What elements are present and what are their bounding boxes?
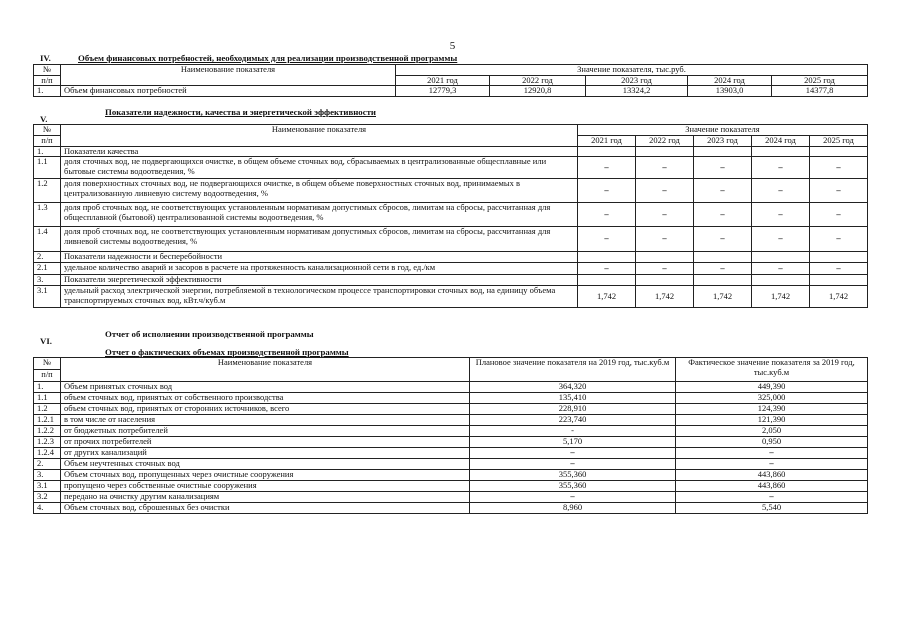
row-value: –: [578, 203, 636, 227]
row-name: Объем сточных вод, сброшенных без очистки: [61, 502, 470, 513]
row-value: –: [810, 227, 868, 252]
row-name: объем сточных вод, принятых от собственного производства: [61, 392, 470, 403]
row-number: 1.2: [34, 403, 61, 414]
row-plan: 5,170: [470, 436, 676, 447]
table-row: [34, 157, 868, 179]
header-pp: п/п: [34, 75, 61, 86]
header-indicator-name: Наименование показателя: [61, 125, 578, 147]
row-name: Объем финансовых потребностей: [61, 86, 396, 97]
row-value: –: [578, 179, 636, 203]
section-5-number: V.: [40, 114, 48, 124]
row-number: 1.3: [34, 203, 61, 227]
row-plan: –: [470, 447, 676, 458]
row-fact: 443,860: [676, 480, 868, 491]
row-value: 1,742: [752, 286, 810, 308]
header-indicator-name: Наименование показателя: [61, 65, 396, 86]
row-value: –: [636, 227, 694, 252]
table-row: [34, 382, 868, 393]
row-number: 2.: [34, 458, 61, 469]
year-header: 2021 год: [396, 75, 490, 86]
row-value: –: [752, 157, 810, 179]
row-number: 3.: [34, 275, 61, 286]
row-name: удельный расход электрической энергии, потребляемой в технологическом процессе транспортировки сточных вод, на единицу объема транспортируемых сточных вод, кВт.ч/куб.м: [61, 286, 578, 308]
year-header: 2022 год: [636, 135, 694, 146]
row-value: –: [810, 203, 868, 227]
row-plan: 228,910: [470, 403, 676, 414]
row-name: удельное количество аварий и засоров в расчете на протяженность канализационной сети в год, ед./км: [61, 263, 578, 275]
year-header: 2024 год: [688, 75, 772, 86]
row-number: 2.: [34, 252, 61, 263]
row-fact: 121,390: [676, 414, 868, 425]
header-pp: п/п: [34, 370, 61, 382]
table-row: [34, 447, 868, 458]
header-value: Значение показателя: [578, 125, 868, 136]
row-value: –: [694, 179, 752, 203]
row-fact: 443,860: [676, 469, 868, 480]
row-value: –: [578, 227, 636, 252]
row-plan: 364,320: [470, 382, 676, 393]
row-value: –: [636, 179, 694, 203]
row-plan: 355,360: [470, 480, 676, 491]
table-row: [34, 491, 868, 502]
row-number: 1.2.2: [34, 425, 61, 436]
row-fact: 5,540: [676, 502, 868, 513]
row-value: 1,742: [636, 286, 694, 308]
row-fact: 449,390: [676, 382, 868, 393]
year-header: 2025 год: [772, 75, 868, 86]
quality-indicators-table: [33, 124, 868, 308]
table-row: [34, 458, 868, 469]
financial-needs-table: [33, 64, 868, 97]
row-number: 4.: [34, 502, 61, 513]
row-plan: 8,960: [470, 502, 676, 513]
table-row: [34, 203, 868, 227]
table-row: [34, 227, 868, 252]
row-number: 3.1: [34, 286, 61, 308]
section-6-heading: Отчет об исполнении производственной программы: [105, 329, 314, 339]
row-plan: –: [470, 458, 676, 469]
table-row: [34, 263, 868, 275]
row-value: –: [752, 179, 810, 203]
row-value: 13903,0: [688, 86, 772, 97]
row-name: от бюджетных потребителей: [61, 425, 470, 436]
row-number: 3.: [34, 469, 61, 480]
row-name: Показатели качества: [61, 146, 578, 157]
row-name: Объем сточных вод, пропущенных через очистные сооружения: [61, 469, 470, 480]
header-value: Значение показателя, тыс.руб.: [396, 65, 868, 76]
table-row: [34, 469, 868, 480]
table-row: [34, 502, 868, 513]
header-pp: п/п: [34, 135, 61, 146]
header-number: №: [34, 358, 61, 370]
row-number: 1.1: [34, 157, 61, 179]
row-fact: 0,950: [676, 436, 868, 447]
row-number: 1.1: [34, 392, 61, 403]
row-fact: 124,390: [676, 403, 868, 414]
row-fact: 325,000: [676, 392, 868, 403]
row-number: 1.4: [34, 227, 61, 252]
section-4-heading: Объем финансовых потребностей, необходимых для реализации производственной программы: [78, 53, 458, 63]
table-row: [34, 146, 868, 157]
year-header: 2021 год: [578, 135, 636, 146]
header-number: №: [34, 65, 61, 76]
row-value: –: [578, 157, 636, 179]
row-name: передано на очистку другим канализациям: [61, 491, 470, 502]
row-value: –: [636, 263, 694, 275]
row-name: от других канализаций: [61, 447, 470, 458]
table-row: [34, 414, 868, 425]
section-6-title: [40, 329, 314, 346]
row-name: доля проб сточных вод, не соответствующих установленным нормативам допустимых сбросов, лимитам на сбросы, рассчитанная для ливневой системы водоотведения, %: [61, 227, 578, 252]
section-6-subtitle: Отчет о фактических объемах производственной программы: [105, 347, 349, 357]
production-volumes-table: [33, 357, 868, 514]
section-5-heading: Показатели надежности, качества и энергетической эффективности: [105, 107, 376, 117]
row-value: 12779,3: [396, 86, 490, 97]
row-plan: 223,740: [470, 414, 676, 425]
row-number: 1.2.1: [34, 414, 61, 425]
table-row: [34, 252, 868, 263]
year-header: 2024 год: [752, 135, 810, 146]
row-plan: 355,360: [470, 469, 676, 480]
table-row: [34, 86, 868, 97]
row-fact: –: [676, 447, 868, 458]
row-value: –: [752, 263, 810, 275]
row-name: от прочих потребителей: [61, 436, 470, 447]
row-value: –: [810, 263, 868, 275]
header-fact-value: Фактическое значение показателя за 2019 год, тыс.куб.м: [676, 358, 868, 382]
row-number: 1.: [34, 86, 61, 97]
row-name: Объем неучтенных сточных вод: [61, 458, 470, 469]
row-value: –: [752, 227, 810, 252]
row-value: 1,742: [694, 286, 752, 308]
row-number: 2.1: [34, 263, 61, 275]
table-row: [34, 275, 868, 286]
row-fact: –: [676, 491, 868, 502]
year-header: 2022 год: [490, 75, 586, 86]
table-row: [34, 436, 868, 447]
table-row: [34, 179, 868, 203]
row-value: –: [578, 263, 636, 275]
row-number: 1.2.3: [34, 436, 61, 447]
row-value: 12920,8: [490, 86, 586, 97]
year-header: 2023 год: [586, 75, 688, 86]
row-value: –: [694, 263, 752, 275]
header-plan-value: Плановое значение показателя на 2019 год, тыс.куб.м: [470, 358, 676, 382]
row-value: 14377,8: [772, 86, 868, 97]
row-value: –: [752, 203, 810, 227]
table-row: [34, 286, 868, 308]
row-name: в том числе от населения: [61, 414, 470, 425]
section-5-title: [40, 107, 376, 124]
row-number: 1.: [34, 382, 61, 393]
row-fact: 2,050: [676, 425, 868, 436]
page-number: 5: [449, 40, 456, 52]
row-value: –: [636, 157, 694, 179]
row-value: 1,742: [578, 286, 636, 308]
table-row: [34, 425, 868, 436]
row-fact: –: [676, 458, 868, 469]
row-value: –: [810, 157, 868, 179]
table-row: [34, 392, 868, 403]
row-name: объем сточных вод, принятых от сторонних источников, всего: [61, 403, 470, 414]
row-value: 1,742: [810, 286, 868, 308]
section-4-title: [40, 53, 457, 63]
row-name: Показатели надежности и бесперебойности: [61, 252, 578, 263]
row-value: –: [694, 157, 752, 179]
section-4-number: IV.: [40, 53, 51, 63]
row-number: 3.1: [34, 480, 61, 491]
row-value: 13324,2: [586, 86, 688, 97]
row-value: –: [636, 203, 694, 227]
row-name: пропущено через собственные очистные сооружения: [61, 480, 470, 491]
row-plan: –: [470, 491, 676, 502]
row-number: 1.2.4: [34, 447, 61, 458]
header-number: №: [34, 125, 61, 136]
row-name: доля проб сточных вод, не соответствующих установленным нормативам допустимых сбросов, лимитам на сбросы, рассчитанная для общесплавной (бытовой) централизованной системы водоотведения, %: [61, 203, 578, 227]
row-value: –: [694, 227, 752, 252]
row-value: –: [810, 179, 868, 203]
row-name: доля сточных вод, не подвергающихся очистке, в общем объеме сточных вод, сбрасываемых в централизованные общесплавные или бытовые системы водоотведения, %: [61, 157, 578, 179]
year-header: 2025 год: [810, 135, 868, 146]
section-6-number: VI.: [40, 336, 52, 346]
row-number: 3.2: [34, 491, 61, 502]
row-plan: -: [470, 425, 676, 436]
row-number: 1.: [34, 146, 61, 157]
row-plan: 135,410: [470, 392, 676, 403]
row-name: Объем принятых сточных вод: [61, 382, 470, 393]
table-row: [34, 480, 868, 491]
table-row: [34, 403, 868, 414]
row-value: –: [694, 203, 752, 227]
row-number: 1.2: [34, 179, 61, 203]
row-name: Показатели энергетической эффективности: [61, 275, 578, 286]
header-indicator-name: Наименование показателя: [61, 358, 470, 382]
row-name: доля поверхностных сточных вод, не подвергающихся очистке, в общем объеме поверхностных сточных вод, принимаемых в централизованную ливневую систему водоотведения, %: [61, 179, 578, 203]
year-header: 2023 год: [694, 135, 752, 146]
